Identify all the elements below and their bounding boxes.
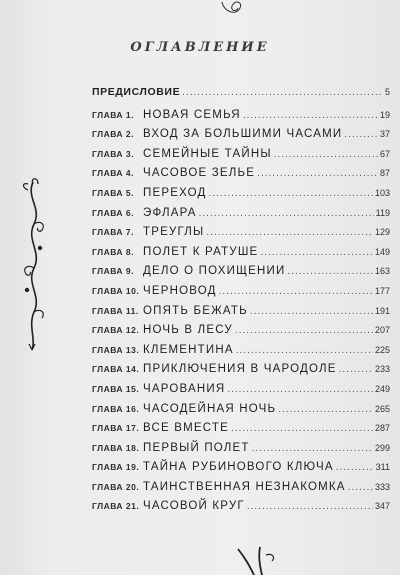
- chapter-title: ТРЕУГЛЫ: [143, 226, 205, 239]
- toc-chapter-row[interactable]: [92, 305, 390, 325]
- toc-chapter-row[interactable]: [92, 403, 390, 423]
- chapter-title: ВСЕ ВМЕСТЕ: [143, 422, 229, 435]
- swirl-ornament-icon: [218, 0, 248, 22]
- vine-ornament-icon: [16, 178, 50, 353]
- toc-chapter-row[interactable]: [92, 187, 390, 207]
- chapter-number: ГЛАВА 18.: [92, 442, 140, 453]
- chapter-title: ПЕРВЫЙ ПОЛЕТ: [143, 441, 250, 454]
- leader-dots: [250, 306, 373, 317]
- leader-dots: [257, 168, 378, 179]
- toc-chapter-row[interactable]: [92, 148, 390, 168]
- chapter-title: ЭФЛАРА: [143, 206, 197, 219]
- page-number: 177: [374, 285, 390, 296]
- chapter-title: ТАИНСТВЕННАЯ НЕЗНАКОМКА: [143, 480, 346, 493]
- leader-dots: [243, 110, 378, 121]
- chapter-number: ГЛАВА 20.: [92, 481, 140, 492]
- toc-chapter-row[interactable]: [92, 285, 390, 305]
- chapter-title: ВХОД ЗА БОЛЬШИМИ ЧАСАМИ: [143, 128, 343, 141]
- chapter-number: ГЛАВА 12.: [92, 325, 140, 336]
- page-number: 103: [374, 187, 390, 198]
- chapter-title: ОПЯТЬ БЕЖАТЬ: [143, 304, 248, 317]
- page-number: 265: [374, 403, 390, 414]
- toc-chapter-row[interactable]: [92, 246, 390, 266]
- chapter-title: ЧЕРНОВОД: [143, 284, 217, 297]
- toc-chapter-row[interactable]: [92, 500, 390, 520]
- chapter-number: ГЛАВА 10.: [92, 285, 140, 296]
- chapter-number: ГЛАВА 1.: [92, 109, 135, 120]
- page-number: 163: [374, 266, 390, 277]
- chapter-number: ГЛАВА 14.: [92, 364, 140, 375]
- leader-dots: [274, 149, 378, 160]
- chapter-title: НОЧЬ В ЛЕСУ: [143, 324, 233, 337]
- page-number: 287: [374, 423, 390, 434]
- leader-dots: [206, 227, 373, 238]
- chapter-title: ЧАСОВОЕ ЗЕЛЬЕ: [143, 167, 256, 180]
- leader-dots: [231, 423, 373, 434]
- page-number: 233: [374, 364, 390, 375]
- toc-preface-row[interactable]: [92, 86, 390, 106]
- page-number: 37: [379, 129, 390, 140]
- page-number: 249: [374, 383, 390, 394]
- chapter-list: [92, 109, 390, 520]
- table-of-contents: [92, 86, 390, 520]
- leader-dots: [348, 482, 373, 493]
- chapter-title: ТАЙНА РУБИНОВОГО КЛЮЧА: [143, 461, 334, 474]
- chapter-title: КЛЕМЕНТИНА: [143, 343, 234, 356]
- chapter-number: ГЛАВА 13.: [92, 344, 140, 355]
- page-number: 299: [374, 442, 390, 453]
- toc-chapter-row[interactable]: [92, 461, 390, 481]
- chapter-number: ГЛАВА 4.: [92, 168, 135, 179]
- leader-dots: [339, 364, 373, 375]
- chapter-number: ГЛАВА 3.: [92, 148, 135, 159]
- chapter-number: ГЛАВА 16.: [92, 403, 140, 414]
- chapter-title: СЕМЕЙНЫЕ ТАЙНЫ: [143, 147, 272, 160]
- toc-chapter-row[interactable]: [92, 383, 390, 403]
- page-number: 5: [384, 87, 390, 97]
- flourish-ornament-icon: [232, 545, 282, 575]
- page-number: 87: [379, 168, 390, 179]
- chapter-title: ЧАСОВОЙ КРУГ: [143, 500, 245, 513]
- page-number: 347: [374, 501, 390, 512]
- toc-chapter-row[interactable]: [92, 128, 390, 148]
- leader-dots: [252, 443, 373, 454]
- chapter-number: ГЛАВА 8.: [92, 246, 135, 257]
- leader-dots: [219, 286, 373, 297]
- toc-chapter-row[interactable]: [92, 344, 390, 364]
- page-title: ОГЛАВЛЕНИЕ: [130, 40, 270, 55]
- toc-chapter-row[interactable]: [92, 226, 390, 246]
- page-number: 311: [375, 462, 390, 473]
- toc-chapter-row[interactable]: [92, 481, 390, 501]
- chapter-number: ГЛАВА 11.: [92, 305, 139, 316]
- chapter-title: ЧАСОДЕЙНАЯ НОЧЬ: [143, 402, 277, 415]
- page-number: 19: [379, 109, 390, 120]
- leader-dots: [344, 129, 378, 140]
- chapter-number: ГЛАВА 9.: [92, 266, 135, 277]
- leader-dots: [227, 384, 373, 395]
- leader-dots: [336, 462, 374, 473]
- chapter-number: ГЛАВА 15.: [92, 383, 140, 394]
- page-number: 207: [374, 325, 390, 336]
- chapter-title: НОВАЯ СЕМЬЯ: [143, 108, 241, 121]
- leader-dots: [235, 325, 373, 336]
- chapter-number: ГЛАВА 19.: [92, 462, 140, 473]
- chapter-number: ГЛАВА 21.: [92, 501, 140, 512]
- chapter-title: ДЕЛО О ПОХИЩЕНИИ: [143, 265, 286, 278]
- chapter-number: ГЛАВА 6.: [92, 207, 135, 218]
- preface-label: ПРЕДИСЛОВИЕ: [92, 86, 181, 98]
- leader-dots: [247, 501, 373, 512]
- page-number: 333: [374, 481, 390, 492]
- chapter-title: ПРИКЛЮЧЕНИЯ В ЧАРОДОЛЕ: [143, 363, 337, 376]
- leader-dots: [208, 188, 373, 199]
- leader-dots: [260, 247, 373, 258]
- page-number: 191: [374, 305, 390, 316]
- chapter-title: ПОЛЕТ К РАТУШЕ: [143, 245, 259, 258]
- toc-chapter-row[interactable]: [92, 207, 390, 227]
- toc-chapter-row[interactable]: [92, 422, 390, 442]
- page-number: 67: [379, 148, 390, 159]
- toc-chapter-row[interactable]: [92, 265, 390, 285]
- toc-chapter-row[interactable]: [92, 442, 390, 462]
- page-number: 149: [374, 246, 390, 257]
- toc-chapter-row[interactable]: [92, 324, 390, 344]
- chapter-number: ГЛАВА 7.: [92, 227, 135, 238]
- chapter-number: ГЛАВА 2.: [92, 129, 135, 140]
- chapter-number: ГЛАВА 5.: [92, 187, 135, 198]
- toc-chapter-row[interactable]: [92, 109, 390, 129]
- chapter-title: ЧАРОВАНИЯ: [143, 382, 226, 395]
- page-number: 119: [375, 207, 390, 218]
- chapter-number: ГЛАВА 17.: [92, 423, 140, 434]
- leader-dots: [236, 345, 373, 356]
- leader-dots: [278, 404, 373, 415]
- leader-dots: [287, 266, 373, 277]
- toc-chapter-row[interactable]: [92, 363, 390, 383]
- leader-dots: [199, 208, 374, 219]
- leader-dots: [182, 87, 383, 98]
- toc-chapter-row[interactable]: [92, 167, 390, 187]
- page-number: 225: [374, 344, 390, 355]
- page-number: 129: [374, 227, 390, 238]
- chapter-title: ПЕРЕХОД: [143, 186, 207, 199]
